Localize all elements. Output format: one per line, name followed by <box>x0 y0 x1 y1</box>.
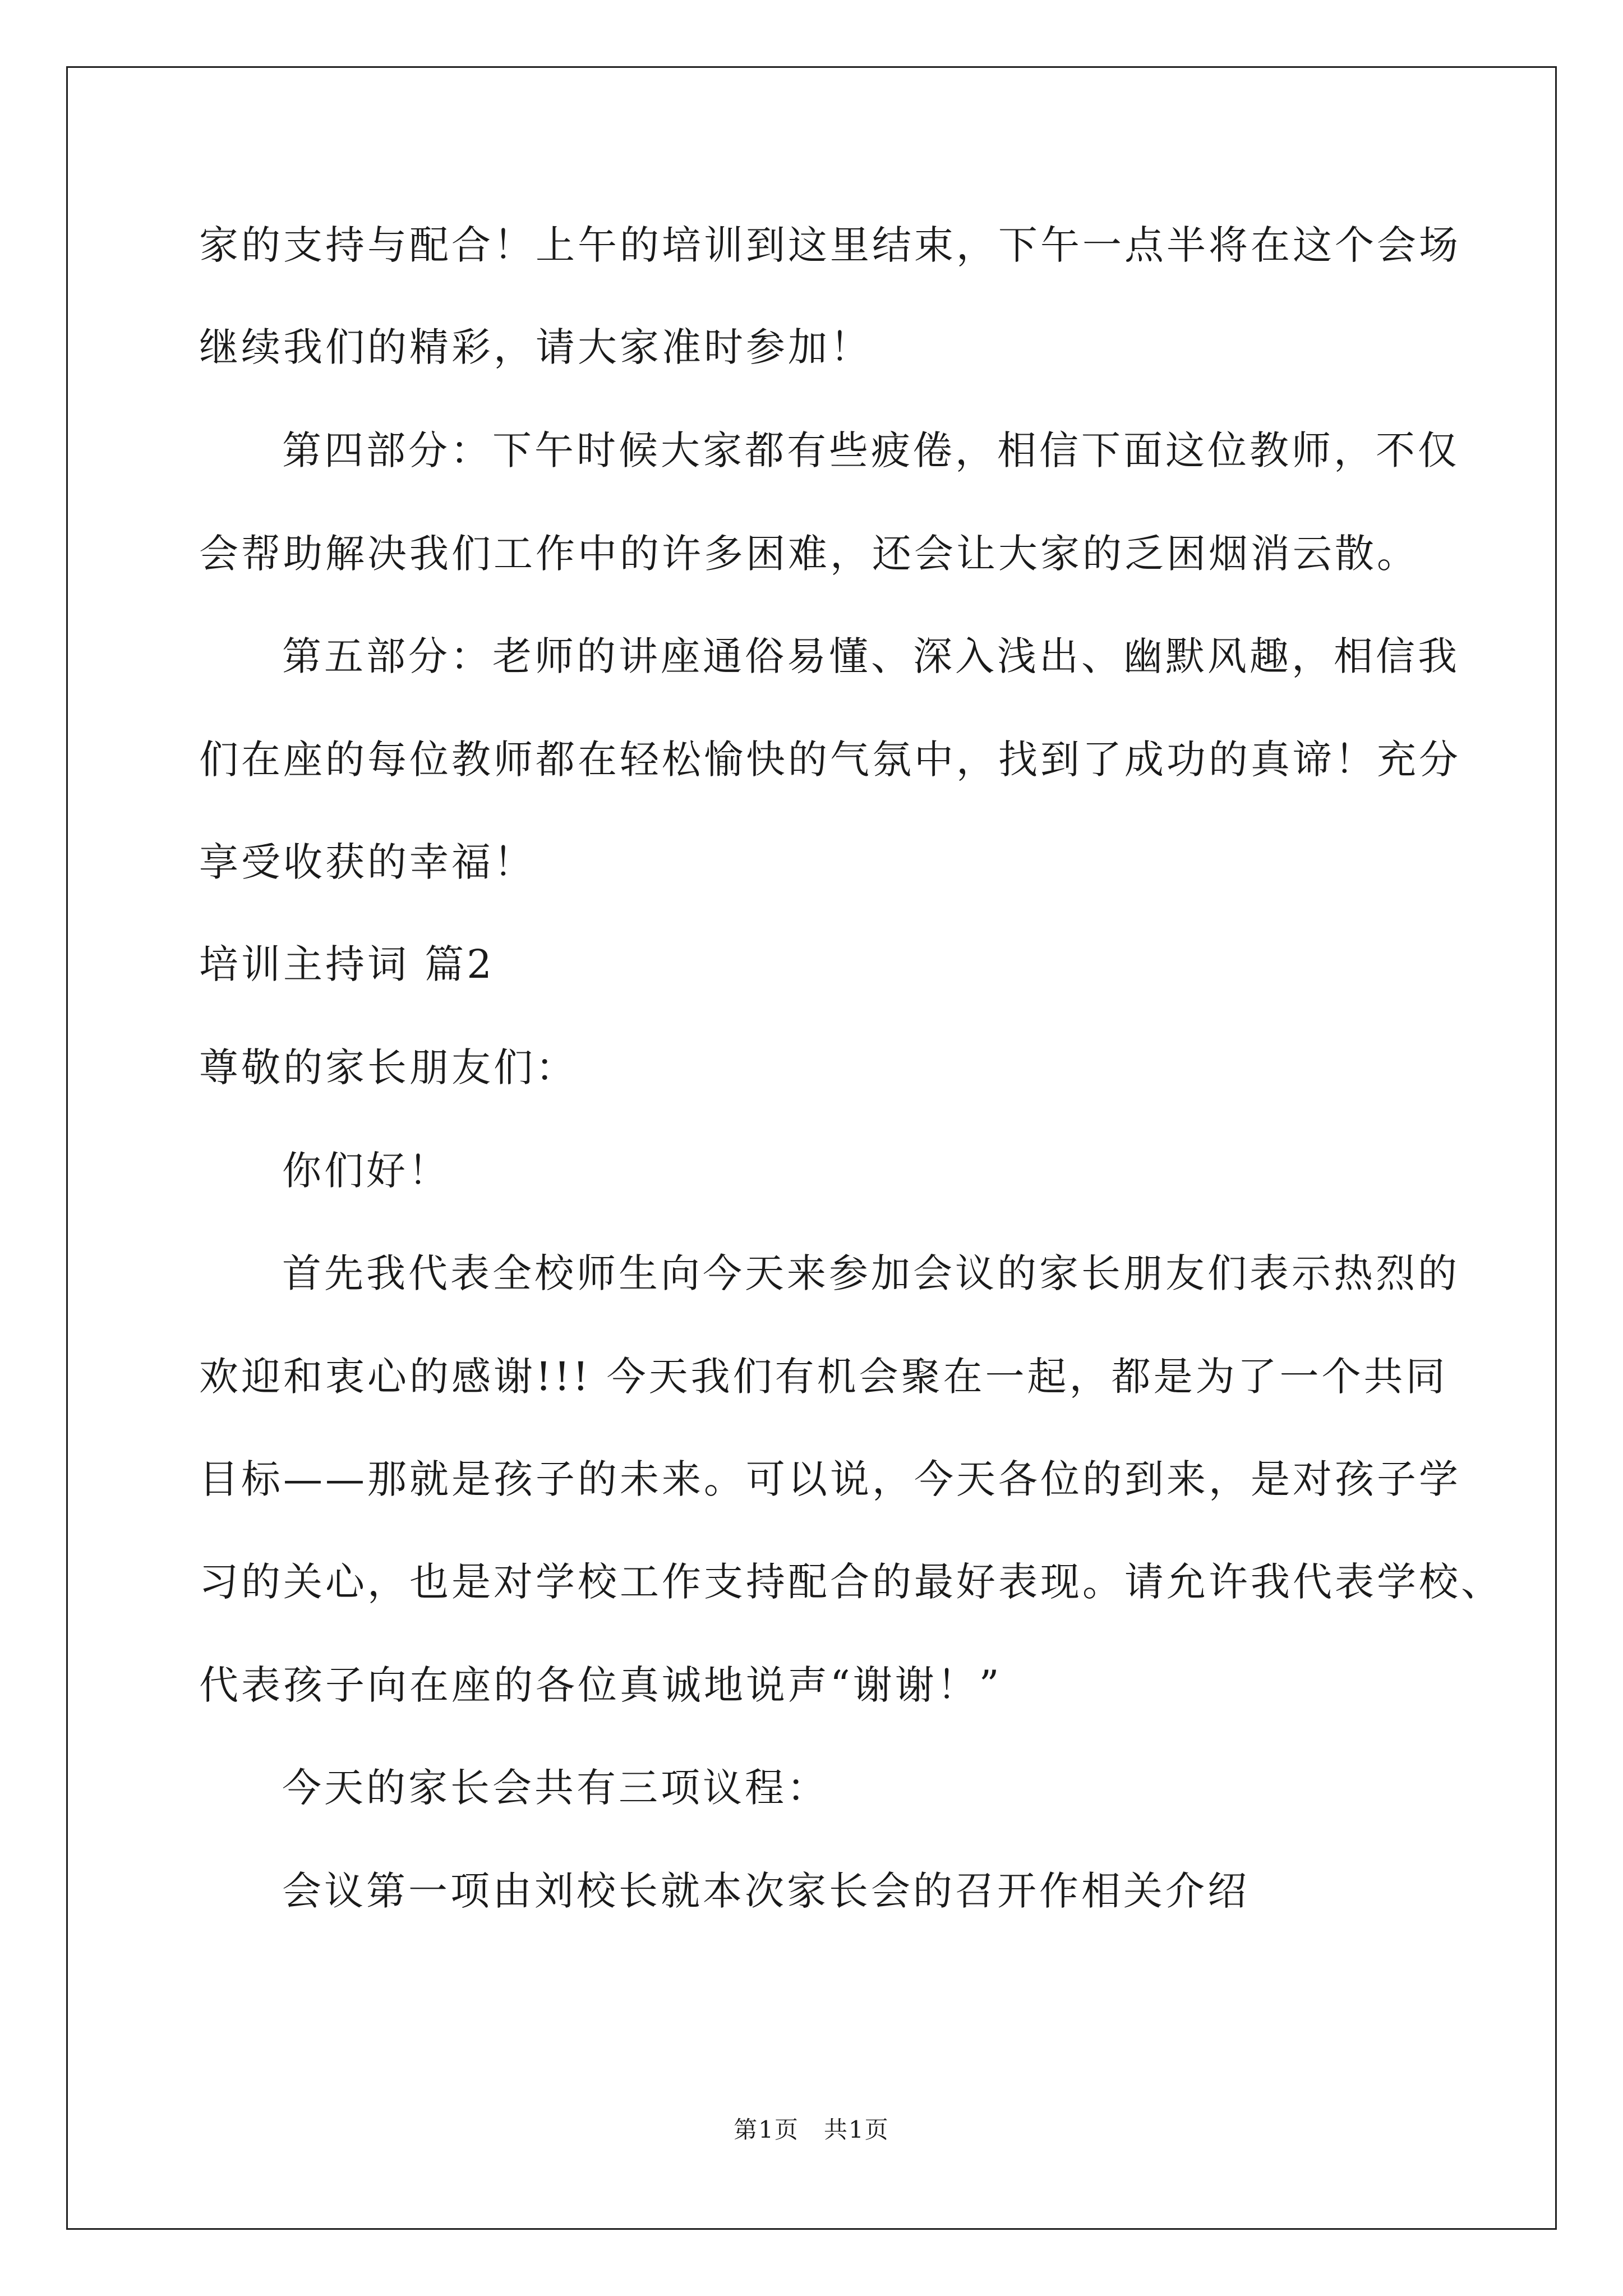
text-line: 家的支持与配合！上午的培训到这里结束，下午一点半将在这个会场 <box>199 222 1461 268</box>
text-line: 今天的家长会共有三项议程： <box>282 1765 829 1811</box>
text-line: 目标——那就是孩子的未来。可以说，今天各位的到来，是对孩子学 <box>199 1456 1461 1502</box>
text-line: 代表孩子向在座的各位真诚地说声“谢谢！” <box>199 1662 1002 1708</box>
section-heading: 培训主持词 篇2 <box>199 941 495 987</box>
salutation: 尊敬的家长朋友们： <box>199 1045 578 1091</box>
text-line: 会帮助解决我们工作中的许多困难，还会让大家的乏困烟消云散。 <box>199 531 1419 577</box>
text-line: 继续我们的精彩，请大家准时参加！ <box>199 324 872 370</box>
text-line: 习的关心，也是对学校工作支持配合的最好表现。请允许我代表学校、 <box>199 1559 1503 1605</box>
text-line: 欢迎和衷心的感谢!!! 今天我们有机会聚在一起，都是为了一个共同 <box>199 1354 1448 1400</box>
page-number: 第1页 共1页 <box>734 2116 889 2143</box>
text-line: 第五部分：老师的讲座通俗易懂、深入浅出、幽默风趣，相信我 <box>282 633 1460 679</box>
text-line: 们在座的每位教师都在轻松愉快的气氛中，找到了成功的真谛！充分 <box>199 737 1461 783</box>
text-line: 享受收获的幸福！ <box>199 839 536 885</box>
text-line: 你们好！ <box>282 1148 450 1194</box>
text-line: 会议第一项由刘校长就本次家长会的召开作相关介绍 <box>282 1868 1249 1914</box>
text-line: 首先我代表全校师生向今天来参加会议的家长朋友们表示热烈的 <box>282 1250 1460 1296</box>
text-line: 第四部分：下午时候大家都有些疲倦，相信下面这位教师，不仅 <box>282 427 1460 473</box>
